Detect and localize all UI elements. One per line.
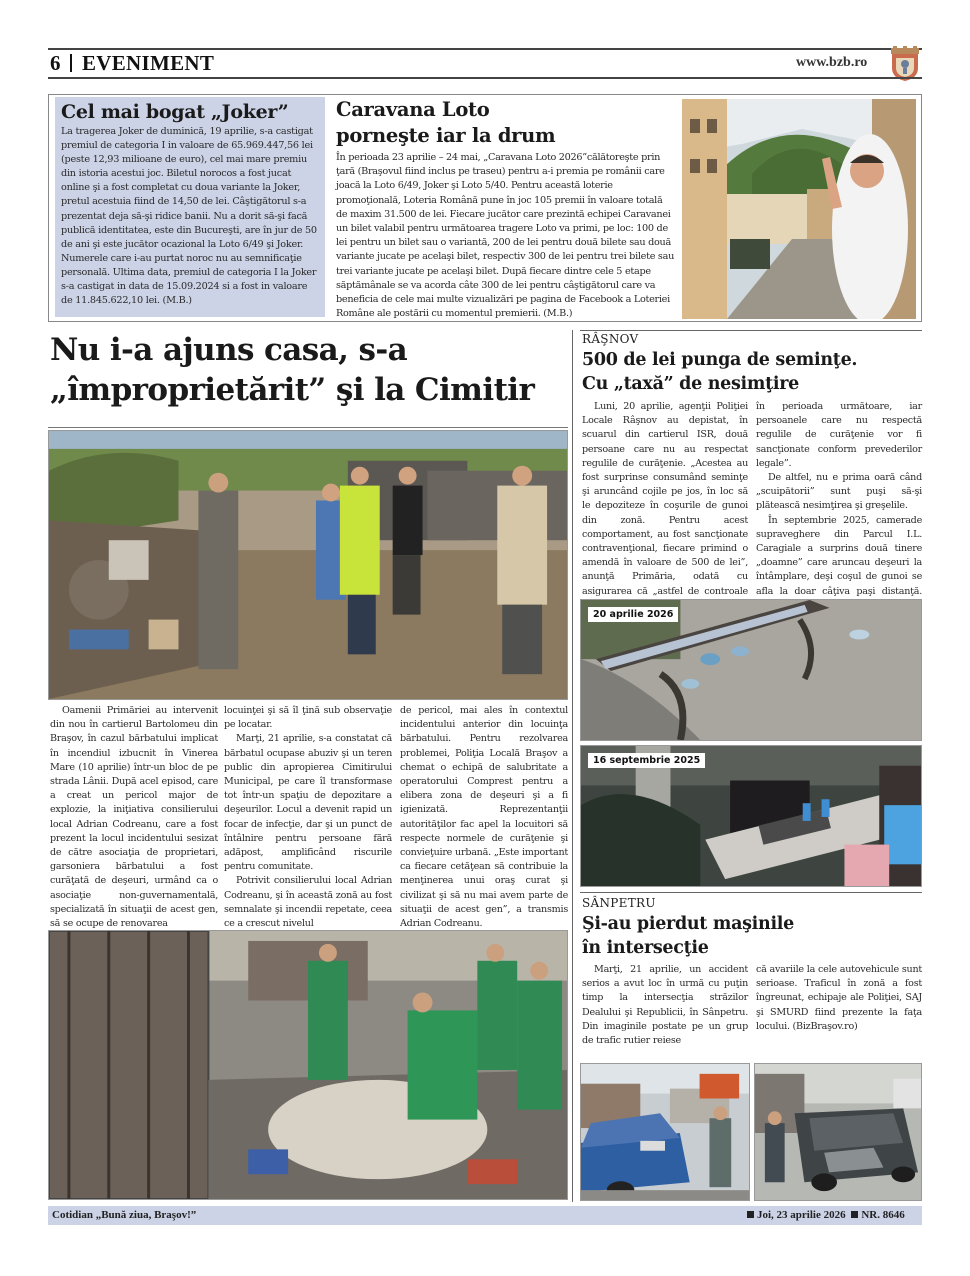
section-name: EVENIMENT bbox=[81, 51, 215, 75]
crash-photo-1 bbox=[580, 1063, 750, 1201]
main-story-paragraph: locuinţei şi să îl ţină sub observaţie pe locatar. bbox=[224, 705, 392, 731]
rasnov-rule bbox=[580, 330, 922, 331]
header-rule-top bbox=[48, 48, 922, 50]
bullet-square-icon bbox=[851, 1211, 858, 1218]
rasnov-paragraph: Luni, 20 aprilie, agenţii Poliţiei Locale Râşnov au depistat, în scuarul din cartierul ISR, două persoane care nu au respectat regulile de curăţenie. „Acestea au fost surprinse consumând seminţe şi aruncând cojile pe jos, în loc să le depoziteze în coşurile de gunoi din zonă. Pentru acest comportament, au fost sancţionate contravenţional, fiecare primind o amendă în valoare de 500 de lei”, anunţă Primăria, odată cu asigurarea că „astfel de controale bbox=[582, 401, 748, 597]
rasnov-headline-line1: 500 de lei punga de seminţe. bbox=[582, 350, 858, 370]
photo-date-label: 20 aprilie 2026 bbox=[588, 607, 678, 622]
caravana-headline-line2: porneşte iar la drum bbox=[336, 124, 556, 147]
rasnov-kicker: RÂŞNOV bbox=[582, 332, 639, 346]
joker-article bbox=[55, 97, 325, 317]
caravana-headline bbox=[336, 97, 676, 149]
sanpetru-paragraph: Marţi, 21 aprilie, un accident serios a avut loc în urmă cu puţin timp la intersecţia străzilor Dealului şi Republicii, în Sânpetru. Din imaginile postate pe un grup de trafic rutier reiese bbox=[582, 964, 748, 1047]
main-headline-line2: „împroprietărit” şi la Cimitir bbox=[50, 372, 535, 408]
rasnov-paragraph: în perioada următoare, iar persoanele care nu respectă regulile de curăţenie vor fi sancţionate conform prevederilor legale”. bbox=[756, 401, 922, 469]
issue-number: NR. 8646 bbox=[861, 1209, 905, 1221]
column-divider bbox=[572, 330, 573, 1202]
main-story-column-1 bbox=[50, 704, 218, 931]
cctv-still-photo bbox=[580, 745, 922, 887]
main-story-paragraph: Potrivit consilierului local Adrian Codreanu, şi în această zonă au fost semnalate şi incendii repetate, ceea ce a crescut nivelul bbox=[224, 875, 392, 930]
section-header bbox=[50, 51, 214, 76]
rasnov-column-2 bbox=[756, 400, 922, 613]
issue-date: Joi, 23 aprilie 2026 bbox=[757, 1209, 846, 1221]
rasnov-paragraph: De altfel, nu e prima oară când „scuipătorii” sunt puşi să-şi plătească nesimţirea şi greşelile. bbox=[756, 472, 922, 512]
sanpetru-column-1 bbox=[582, 963, 748, 1048]
main-headline bbox=[50, 330, 570, 410]
publication-name: Cotidian „Bună ziua, Braşov!” bbox=[52, 1209, 197, 1221]
page-number: 6 bbox=[50, 51, 61, 75]
main-story-paragraph: Marţi, 21 aprilie, s-a constatat că bărbatul ocupase abuziv şi un teren public din apropierea Cimitirului Municipal, pe care îl transformase tot într-un spaţiu de depozitare a deşeurilor. Locul a devenit rapid un focar de infecţie, dar şi un punct de întâlnire pentru persoane fără adăpost, amplificând riscurile pentru comunitate. bbox=[224, 733, 392, 873]
site-url[interactable]: www.bzb.ro bbox=[796, 55, 868, 70]
main-story-paragraph: de pericol, mai ales în contextul incidentului anterior din locuinţa bărbatului. Pentru rezolvarea problemei, Poliţia Locală Braşov a chemat o echipă de salubritate a operatorului Comprest pentru a elibera zona de deşeuri şi a fi igienizată. Reprezentanţii autorităţilor fac apel la locuitori să respecte normele de curăţenie şi convieţuire urbană. „Este important ca fiecare cetăţean să contribuie la menţinerea unui oraş curat şi civilizat şi să nu mai avem parte de situaţii de acest gen”, a transmis Adrian Codreanu. bbox=[400, 705, 568, 930]
header-divider bbox=[70, 54, 72, 72]
park-bench-photo bbox=[580, 599, 922, 741]
rasnov-headline bbox=[582, 348, 922, 396]
caravana-headline-line1: Caravana Loto bbox=[336, 98, 490, 121]
sanpetru-column-2 bbox=[756, 963, 922, 1034]
landfill-inspection-photo bbox=[48, 430, 568, 700]
caravana-photo bbox=[682, 99, 916, 319]
sanpetru-kicker: SÂNPETRU bbox=[582, 896, 656, 910]
caravana-article bbox=[336, 97, 676, 321]
main-headline-rule bbox=[48, 427, 568, 428]
rasnov-column-1 bbox=[582, 400, 748, 613]
header-rule-bottom bbox=[48, 77, 922, 79]
joker-body: La tragerea Joker de duminică, 19 aprilie, s-a castigat premiul de categoria I in valoare de 65.969.447,56 lei (peste 12,93 milioane de euro), cel mai mare premiu din istoria acestui joc. Biletul norocos a fost jucat online şi a fost completat cu doua variante la Joker, pretul acestuia fiind de 14,50 de lei. Câştigătorul s-a prezentat deja să-şi ridice banii. Nu a dorit să-şi facă publică identitatea, este din Bucureşti, are în jur de 50 de ani şi este jucător ocazional la Loto 6/49 şi Joker. Numerele care i-au purtat noroc nu au semnificaţie personală. Ultima data, premiul de categoria I la Joker s-a castigat in data de 15.09.2024 si a fost in valoare de 11.845.622,10 lei. (M.B.) bbox=[61, 126, 317, 307]
crash-photo-2 bbox=[754, 1063, 922, 1201]
sanpetru-headline-line1: Şi-au pierdut maşinile bbox=[582, 914, 794, 934]
photo-date-label: 16 septembrie 2025 bbox=[588, 753, 705, 768]
rasnov-headline-line2: Cu „taxă” de nesimţire bbox=[582, 374, 799, 394]
main-headline-line1: Nu i-a ajuns casa, s-a bbox=[50, 332, 408, 368]
bullet-square-icon bbox=[747, 1211, 754, 1218]
main-story-paragraph: Oamenii Primăriei au intervenit din nou în cartierul Bartolomeu din Braşov, în cazul bărbatului implicat în incendiul izbucnit în Vinerea Mare (10 aprilie) într-un bloc de pe strada Lânii. După acel episod, care a creat un pericol major de explozie, la iniţiativa consilierului local Adrian Codreanu, care a fost prezent la locul incidentului sesizat de către asociaţia de proprietari, garsoniera bărbatului a fost curăţată de deşeuri, urmând ca o asociaţie non-guvernamentală, specializată în situaţii de acest gen, să se ocupe de renovarea bbox=[50, 705, 218, 930]
main-story-column-2 bbox=[224, 704, 392, 931]
sanpetru-headline bbox=[582, 912, 922, 960]
main-story-column-3 bbox=[400, 704, 568, 931]
rasnov-paragraph: În septembrie 2025, camerade supraveghere din Parcul I.L. Caragiale a surprins două tinere „doamne” care aruncau deşeuri la întâmplare, deşi coşul de gunoi se afla la doar câţiva paşi distanţă. bbox=[756, 514, 922, 597]
sanpetru-rule bbox=[580, 892, 922, 893]
caravana-body: În perioada 23 aprilie – 24 mai, „Caravana Loto 2026”călătoreşte prin ţară (Braşovul fiind inclus pe traseu) pentru a-i premia pe românii care joacă la Loto 6/49, Joker şi Loto 5/40. Pentru această loterie promoţională, Loteria Română pune în joc 105 premii în valoare totală de maxim 31.500 de lei. Fiecare jucător care prezintă echipei Caravanei un bilet valabil pentru următoarea tragere Loto va primi, pe loc: 100 de lei pentru un bilet sau o variantă, 200 de lei pentru două bilete sau două variante jucate pe acelaşi bilet, respectiv 300 de lei pentru trei bilete sau trei variante jucate pe acelaşi bilet. După fiecare dintre cele 5 etape săptămânale se va acorda câte 300 de lei pentru câştigătorul care va beneficia de cele mai multe vizualizări pe pagina de Facebook a Loteriei Române ale postării cu momentul premierii. (M.B.) bbox=[336, 152, 675, 320]
joker-headline: Cel mai bogat „Joker” bbox=[61, 101, 289, 123]
sanpetru-headline-line2: în intersecţie bbox=[582, 938, 709, 958]
footer-issue-info bbox=[744, 1209, 905, 1221]
cleanup-crew-photo bbox=[48, 930, 568, 1200]
sanpetru-paragraph: că avariile la cele autovehicule sunt serioase. Traficul în zonă a fost îngreunat, echipaje ale Poliţiei, SAJ şi SMURD fiind prezente la faţa locului. (BizBraşov.ro) bbox=[756, 964, 922, 1032]
